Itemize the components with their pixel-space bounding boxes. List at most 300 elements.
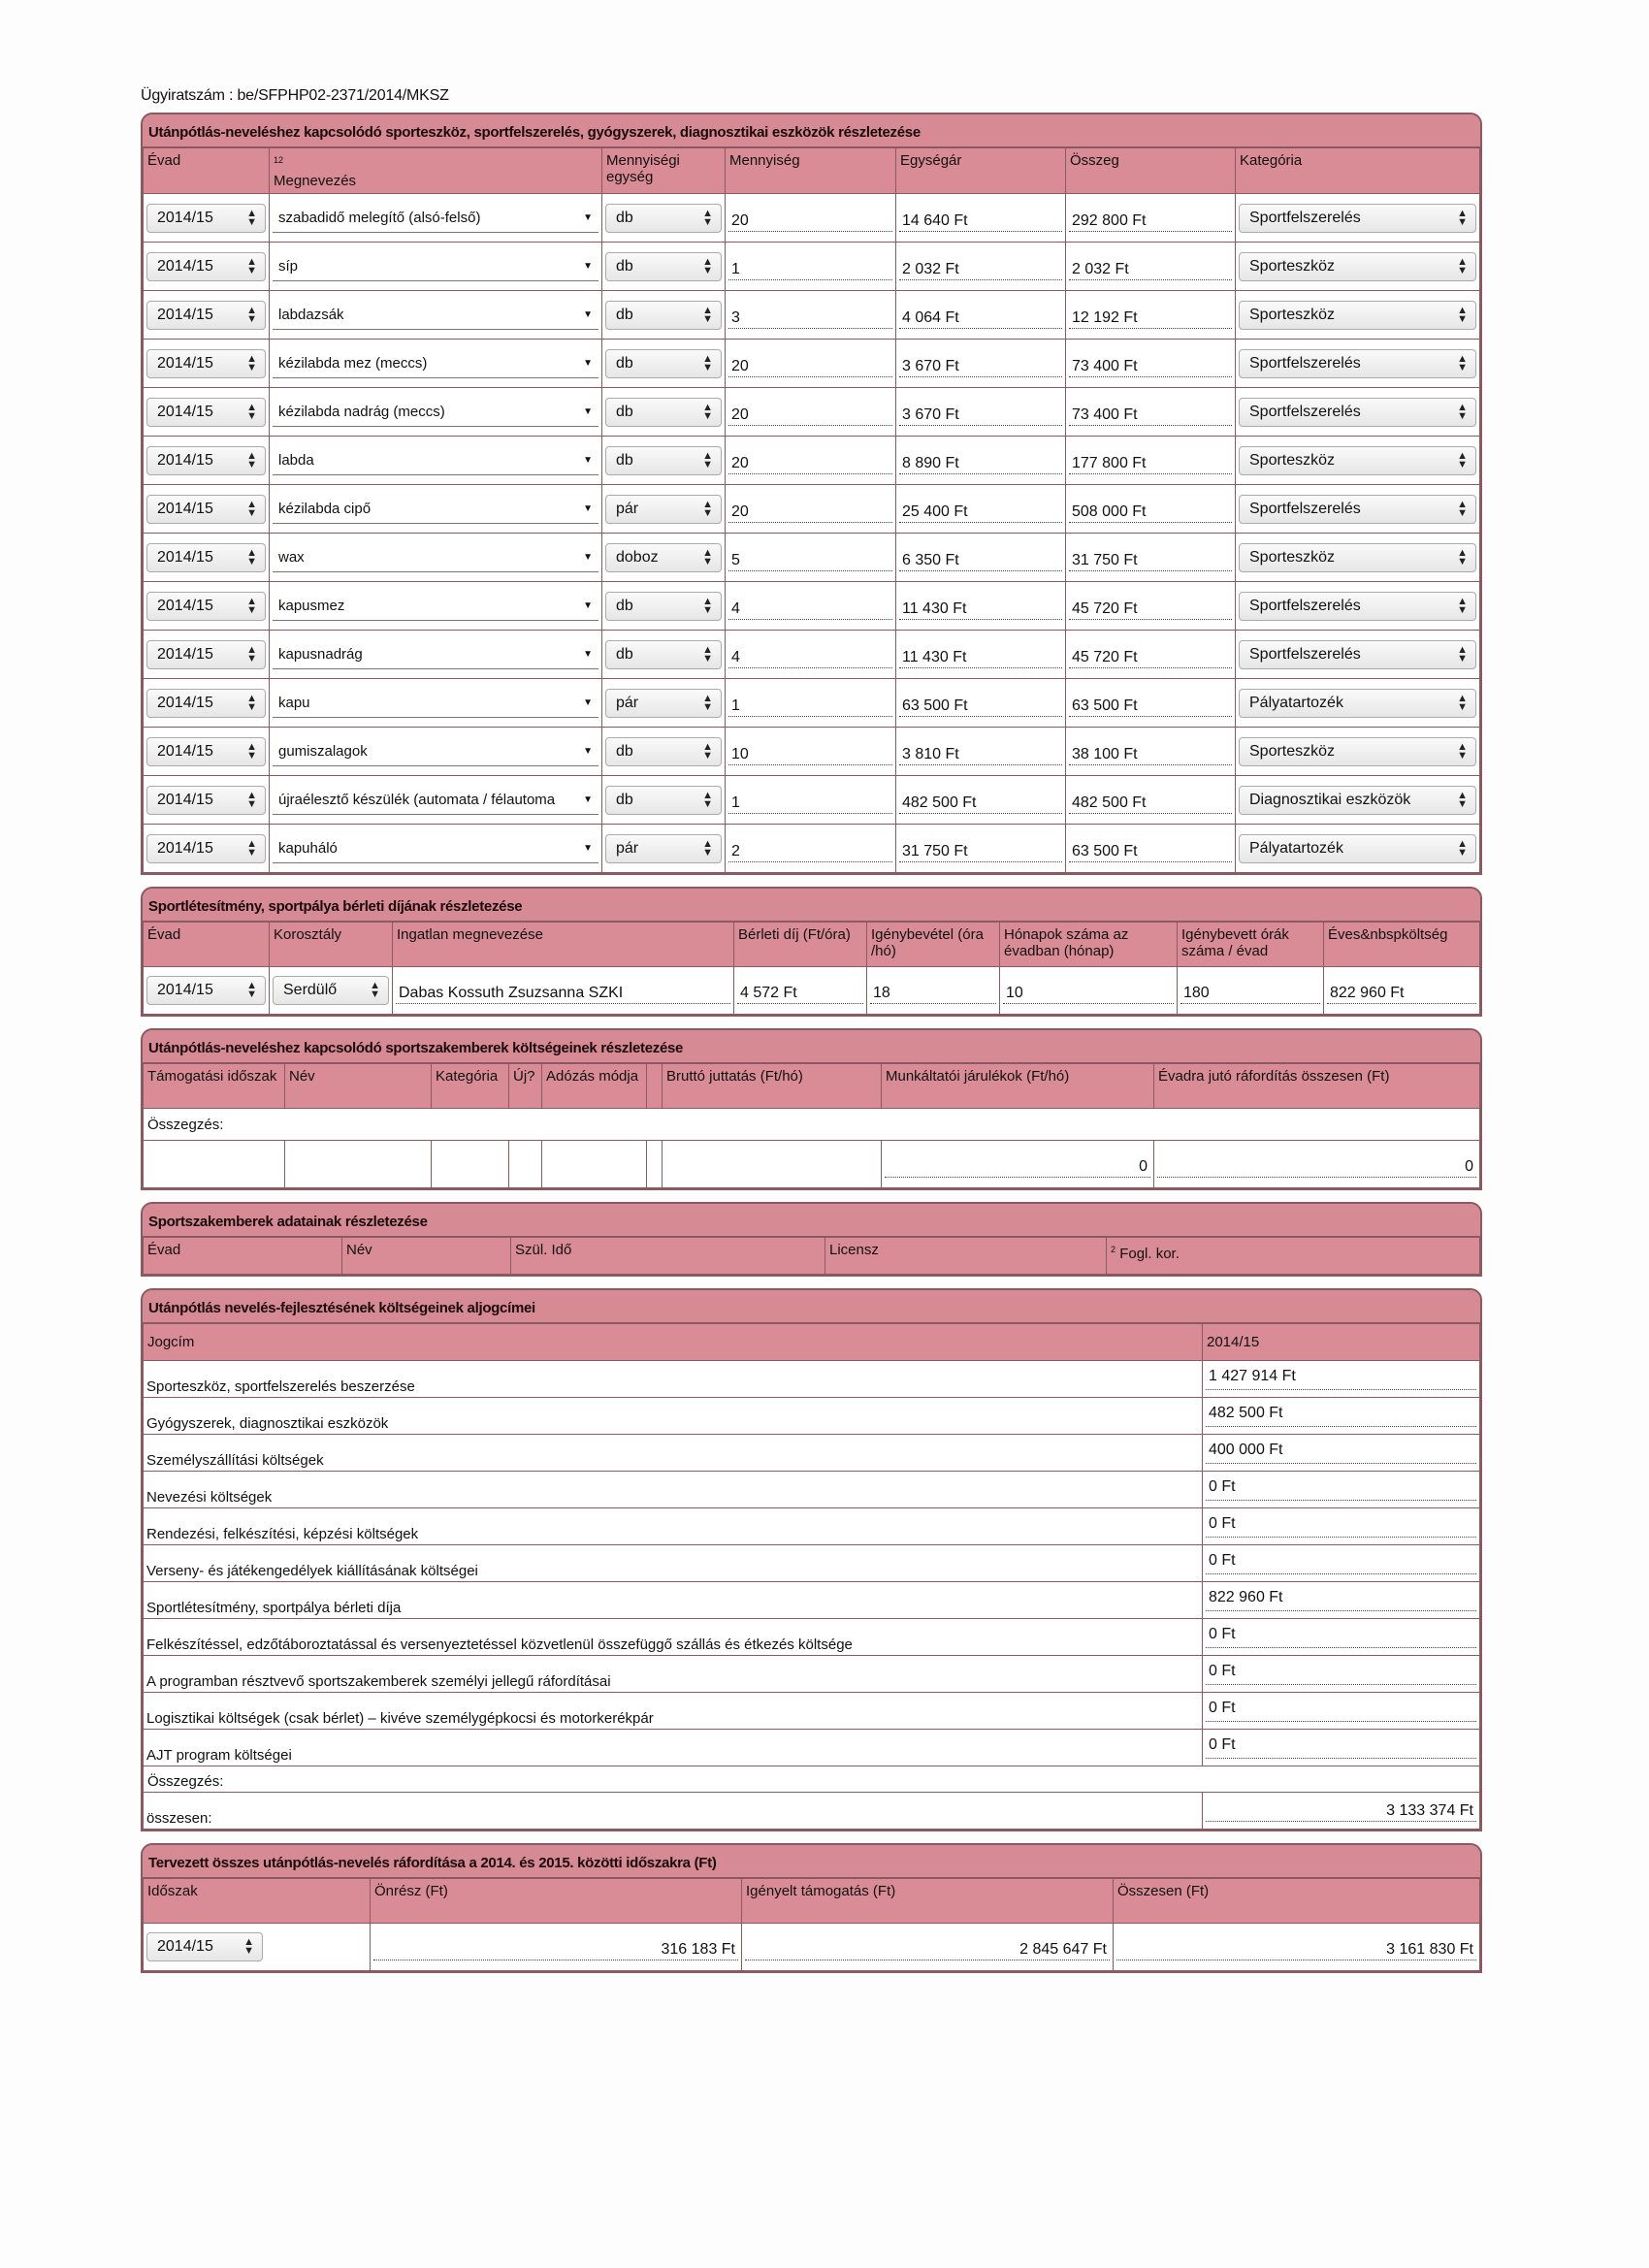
unit-value: db [616, 354, 633, 372]
evad-select[interactable] [146, 543, 266, 572]
subcategory-label: Rendezési, felkészítési, képzési költségek [144, 1508, 1203, 1545]
category-select[interactable] [1239, 737, 1476, 766]
item-name-value: gumiszalagok [278, 742, 368, 760]
col-unit: Mennyiségi egység [602, 148, 726, 194]
col-total: Összeg [1066, 148, 1236, 194]
staff-data-section-title: Sportszakemberek adatainak részletezése [143, 1204, 1480, 1237]
spinner-icon: ▲ ▼ [1457, 546, 1468, 567]
category-value: Sportfelszerelés [1249, 403, 1361, 420]
price-input[interactable]: 2 032 Ft [899, 253, 1062, 280]
rental-col-dij: Bérleti díj (Ft/óra) [734, 923, 867, 967]
rental-koltseg-input[interactable]: 822 960 Ft [1327, 977, 1476, 1004]
equipment-row [144, 243, 1480, 291]
qty-input[interactable]: 20 [728, 447, 892, 474]
evad-select[interactable] [146, 689, 266, 718]
sub-total-value: 3 133 374 Ft [1206, 1795, 1476, 1822]
evad-value: 2014/15 [157, 839, 213, 857]
equipment-table [143, 147, 1480, 873]
staff-cost-section [141, 1028, 1482, 1190]
chevron-down-icon[interactable]: ▼ [583, 454, 593, 466]
subcategory-value: 0 Ft [1206, 1658, 1476, 1685]
spinner-icon: ▲ ▼ [1457, 304, 1468, 325]
staff-cost-section-title: Utánpótlás-neveléshez kapcsolódó sportszakemberek költségeinek részletezése [143, 1030, 1480, 1063]
unit-select[interactable] [605, 204, 722, 233]
evad-value: 2014/15 [157, 742, 213, 760]
evad-select[interactable] [146, 398, 266, 427]
spinner-icon: ▲ ▼ [702, 692, 713, 713]
category-value: Sportfelszerelés [1249, 500, 1361, 517]
spinner-icon: ▲ ▼ [1457, 255, 1468, 276]
category-select[interactable] [1239, 446, 1476, 475]
rental-korosztaly-select[interactable] [273, 976, 389, 1005]
evad-select[interactable] [146, 737, 266, 766]
item-name-combo[interactable] [273, 640, 598, 669]
item-name-value: kapuháló [278, 839, 338, 857]
category-select[interactable] [1239, 301, 1476, 330]
subcategory-row [144, 1619, 1480, 1656]
unit-value: db [616, 645, 633, 663]
document-number: Ügyiratszám : be/SFPHP02-2371/2014/MKSZ [141, 87, 449, 104]
staff-col-nev: Név [285, 1064, 432, 1109]
evad-value: 2014/15 [157, 257, 213, 275]
subcategory-label: AJT program költségei [144, 1730, 1203, 1766]
spinner-icon: ▲ ▼ [246, 352, 257, 373]
staffdata-col-nev: Név [342, 1238, 511, 1275]
spinner-icon: ▲ ▼ [702, 789, 713, 810]
qty-input[interactable]: 1 [728, 253, 892, 280]
unit-value: pár [616, 500, 639, 517]
price-input[interactable]: 11 430 Ft [899, 641, 1062, 668]
spinner-icon: ▲ ▼ [246, 304, 257, 325]
category-value: Sportfelszerelés [1249, 597, 1361, 614]
category-value: Sporteszköz [1249, 742, 1336, 760]
subcategory-row [144, 1582, 1480, 1619]
unit-value: db [616, 209, 633, 226]
item-name-value: kézilabda mez (meccs) [278, 354, 428, 372]
equipment-row [144, 825, 1480, 873]
subcategory-row [144, 1656, 1480, 1693]
category-select[interactable] [1239, 640, 1476, 669]
unit-value: doboz [616, 548, 659, 566]
spinner-icon: ▲ ▼ [1457, 643, 1468, 664]
staffdata-col-evad: Évad [144, 1238, 342, 1275]
qty-input[interactable]: 3 [728, 302, 892, 329]
spinner-icon: ▲ ▼ [246, 498, 257, 519]
subcategory-label: Verseny- és játékengedélyek kiállításának költségei [144, 1545, 1203, 1582]
price-input[interactable]: 3 670 Ft [899, 399, 1062, 426]
qty-input[interactable]: 20 [728, 350, 892, 377]
item-name-combo[interactable] [273, 349, 598, 378]
price-input[interactable]: 31 750 Ft [899, 835, 1062, 862]
subcategory-value: 822 960 Ft [1206, 1584, 1476, 1611]
chevron-down-icon[interactable]: ▼ [583, 260, 593, 272]
unit-value: db [616, 597, 633, 614]
item-name-combo[interactable] [273, 543, 598, 572]
unit-value: db [616, 306, 633, 323]
evad-select[interactable] [146, 640, 266, 669]
item-name-combo[interactable] [273, 737, 598, 766]
qty-input[interactable]: 20 [728, 205, 892, 232]
evad-select[interactable] [146, 786, 266, 815]
total-osszesen-value: 3 161 830 Ft [1116, 1933, 1476, 1960]
total-value: 2 032 Ft [1069, 253, 1232, 280]
subcategory-row [144, 1508, 1480, 1545]
unit-select[interactable] [605, 834, 722, 863]
subcategory-value: 0 Ft [1206, 1695, 1476, 1722]
price-input[interactable]: 6 350 Ft [899, 544, 1062, 571]
spinner-icon: ▲ ▼ [246, 595, 257, 616]
unit-value: db [616, 451, 633, 469]
item-name-value: labdazsák [278, 306, 344, 323]
item-name-combo[interactable] [273, 301, 598, 330]
chevron-down-icon[interactable]: ▼ [583, 794, 593, 805]
category-select[interactable] [1239, 252, 1476, 281]
equipment-row [144, 776, 1480, 825]
rental-korosztaly-value: Serdülő [283, 982, 338, 998]
staff-data-section [141, 1202, 1482, 1277]
spinner-icon: ▲ ▼ [702, 498, 713, 519]
category-select[interactable] [1239, 689, 1476, 718]
unit-value: pár [616, 694, 639, 711]
equipment-section [141, 113, 1482, 875]
subcategory-section [141, 1288, 1482, 1831]
col-megnevezes [270, 148, 602, 194]
spinner-icon: ▲ ▼ [1457, 595, 1468, 616]
spinner-icon: ▲ ▼ [702, 449, 713, 470]
spinner-icon: ▲ ▼ [702, 837, 713, 859]
chevron-down-icon[interactable]: ▼ [583, 745, 593, 757]
spinner-icon: ▲ ▼ [702, 207, 713, 228]
equipment-section-title: Utánpótlás-neveléshez kapcsolódó sporteszköz, sportfelszerelés, gyógyszerek, diagnosztikai eszközök részletezése [143, 114, 1480, 147]
spinner-icon: ▲ ▼ [243, 1936, 254, 1957]
unit-value: pár [616, 839, 639, 857]
total-idoszak-select[interactable] [146, 1932, 263, 1961]
price-input[interactable]: 3 810 Ft [899, 738, 1062, 765]
col-price: Egységár [896, 148, 1066, 194]
unit-select[interactable] [605, 592, 722, 621]
spinner-icon: ▲ ▼ [1457, 837, 1468, 859]
chevron-down-icon[interactable]: ▼ [583, 599, 593, 611]
subcategory-section-title: Utánpótlás nevelés-fejlesztésének költségeinek aljogcímei [143, 1290, 1480, 1323]
spinner-icon: ▲ ▼ [1457, 401, 1468, 422]
qty-input[interactable]: 10 [728, 738, 892, 765]
chevron-down-icon[interactable]: ▼ [583, 211, 593, 223]
total-cost-section-title: Tervezett összes utánpótlás-nevelés ráfordítása a 2014. és 2015. közötti időszakra (Ft) [143, 1845, 1480, 1878]
qty-input[interactable]: 20 [728, 496, 892, 523]
category-select[interactable] [1239, 495, 1476, 524]
subcategory-value: 0 Ft [1206, 1621, 1476, 1648]
item-name-combo[interactable] [273, 495, 598, 524]
col-megnevezes-label: Megnevezés [274, 173, 357, 189]
unit-select[interactable] [605, 786, 722, 815]
subcategory-label: A programban résztvevő sportszakemberek személyi jellegű ráfordításai [144, 1656, 1203, 1693]
rental-orak-input[interactable]: 180 [1180, 977, 1320, 1004]
rental-col-evad: Évad [144, 923, 270, 967]
total-value: 73 400 Ft [1069, 350, 1232, 377]
item-name-combo[interactable] [273, 398, 598, 427]
evad-select[interactable] [146, 204, 266, 233]
total-tamogatas-value: 2 845 647 Ft [745, 1933, 1110, 1960]
total-onresz-value: 316 183 Ft [373, 1933, 738, 1960]
rental-col-ingatlan: Ingatlan megnevezése [393, 923, 734, 967]
total-value: 12 192 Ft [1069, 302, 1232, 329]
spinner-icon: ▲ ▼ [702, 304, 713, 325]
total-value: 63 500 Ft [1069, 690, 1232, 717]
rental-section [141, 887, 1482, 1017]
spinner-icon: ▲ ▼ [246, 837, 257, 859]
subcategory-label: Gyógyszerek, diagnosztikai eszközök [144, 1398, 1203, 1435]
sub-summary-label: Összegzés: [144, 1766, 1480, 1793]
evad-select[interactable] [146, 495, 266, 524]
equipment-row [144, 728, 1480, 776]
price-input[interactable]: 14 640 Ft [899, 205, 1062, 232]
price-input[interactable]: 63 500 Ft [899, 690, 1062, 717]
category-select[interactable] [1239, 834, 1476, 863]
total-col-onresz: Önrész (Ft) [371, 1879, 742, 1924]
total-value: 31 750 Ft [1069, 544, 1232, 571]
spinner-icon: ▲ ▼ [702, 546, 713, 567]
unit-select[interactable] [605, 495, 722, 524]
spinner-icon: ▲ ▼ [370, 980, 380, 1000]
spinner-icon: ▲ ▼ [1457, 449, 1468, 470]
spinner-icon: ▲ ▼ [246, 692, 257, 713]
equipment-row [144, 291, 1480, 340]
category-value: Sporteszköz [1249, 548, 1336, 566]
qty-input[interactable]: 4 [728, 641, 892, 668]
evad-select[interactable] [146, 446, 266, 475]
chevron-down-icon[interactable]: ▼ [583, 697, 593, 708]
item-name-combo[interactable] [273, 786, 598, 815]
unit-select[interactable] [605, 689, 722, 718]
staff-data-table [143, 1237, 1480, 1275]
sub-col-evad: 2014/15 [1203, 1324, 1480, 1361]
unit-value: db [616, 403, 633, 420]
category-value: Sporteszköz [1249, 451, 1336, 469]
spinner-icon: ▲ ▼ [246, 449, 257, 470]
total-value: 292 800 Ft [1069, 205, 1232, 232]
unit-select[interactable] [605, 737, 722, 766]
evad-value: 2014/15 [157, 354, 213, 372]
item-name-combo[interactable] [273, 252, 598, 281]
category-value: Pályatartozék [1249, 694, 1343, 711]
qty-input[interactable]: 1 [728, 787, 892, 814]
spinner-icon: ▲ ▼ [246, 643, 257, 664]
chevron-down-icon[interactable]: ▼ [583, 357, 593, 369]
evad-value: 2014/15 [157, 597, 213, 614]
price-input[interactable]: 3 670 Ft [899, 350, 1062, 377]
rental-evad-select[interactable] [146, 976, 266, 1005]
price-input[interactable]: 482 500 Ft [899, 787, 1062, 814]
unit-select[interactable] [605, 398, 722, 427]
rental-table [143, 922, 1480, 1015]
unit-select[interactable] [605, 640, 722, 669]
total-value: 63 500 Ft [1069, 835, 1232, 862]
evad-select[interactable] [146, 834, 266, 863]
rental-dij-input[interactable]: 4 572 Ft [737, 977, 863, 1004]
staff-col-jarulek: Munkáltatói járulékok (Ft/hó) [882, 1064, 1154, 1109]
price-input[interactable]: 8 890 Ft [899, 447, 1062, 474]
spinner-icon: ▲ ▼ [702, 740, 713, 761]
item-name-value: kapu [278, 694, 310, 711]
item-name-value: újraélesztő készülék (automata / félautoma [278, 791, 556, 808]
spinner-icon: ▲ ▼ [702, 643, 713, 664]
total-value: 482 500 Ft [1069, 787, 1232, 814]
unit-value: db [616, 742, 633, 760]
category-select[interactable] [1239, 543, 1476, 572]
category-select[interactable] [1239, 349, 1476, 378]
item-name-value: kézilabda nadrág (meccs) [278, 403, 445, 420]
spinner-icon: ▲ ▼ [702, 595, 713, 616]
evad-value: 2014/15 [157, 791, 213, 808]
unit-value: db [616, 257, 633, 275]
subcategory-value: 0 Ft [1206, 1474, 1476, 1501]
unit-select[interactable] [605, 446, 722, 475]
staffdata-col-fogl-label: Fogl. kor. [1119, 1246, 1180, 1262]
total-idoszak-value: 2014/15 [157, 1938, 213, 1955]
subcategory-row [144, 1361, 1480, 1398]
spinner-icon: ▲ ▼ [1457, 207, 1468, 228]
subcategory-table [143, 1323, 1480, 1830]
evad-select[interactable] [146, 592, 266, 621]
rental-igeny-input[interactable]: 18 [870, 977, 996, 1004]
chevron-down-icon[interactable]: ▼ [583, 405, 593, 417]
item-name-value: síp [278, 257, 299, 275]
total-value: 508 000 Ft [1069, 496, 1232, 523]
evad-value: 2014/15 [157, 548, 213, 566]
subcategory-value: 0 Ft [1206, 1510, 1476, 1538]
chevron-down-icon[interactable]: ▼ [583, 502, 593, 514]
evad-value: 2014/15 [157, 451, 213, 469]
rental-col-igeny: Igénybevétel (óra /hó) [867, 923, 1000, 967]
qty-input[interactable]: 2 [728, 835, 892, 862]
evad-value: 2014/15 [157, 403, 213, 420]
total-cost-section [141, 1843, 1482, 1973]
staff-sum-jarulek: 0 [885, 1150, 1150, 1178]
rental-col-koltseg: Éves&nbspköltség [1324, 923, 1480, 967]
unit-select[interactable] [605, 301, 722, 330]
staff-col-adozas: Adózás módja [542, 1064, 647, 1109]
subcategory-label: Sporteszköz, sportfelszerelés beszerzése [144, 1361, 1203, 1398]
spinner-icon: ▲ ▼ [1457, 740, 1468, 761]
total-value: 45 720 Ft [1069, 593, 1232, 620]
spinner-icon: ▲ ▼ [246, 546, 257, 567]
unit-select[interactable] [605, 349, 722, 378]
total-value: 73 400 Ft [1069, 399, 1232, 426]
staff-sum-evadra: 0 [1157, 1150, 1476, 1178]
evad-value: 2014/15 [157, 645, 213, 663]
subcategory-row [144, 1545, 1480, 1582]
item-name-combo[interactable] [273, 834, 598, 863]
total-value: 177 800 Ft [1069, 447, 1232, 474]
staffdata-col-fogl [1107, 1238, 1480, 1275]
item-name-value: szabadidő melegítő (alsó-felső) [278, 209, 481, 226]
staffdata-col-szul: Szül. Idő [511, 1238, 825, 1275]
subcategory-value: 400 000 Ft [1206, 1437, 1476, 1464]
evad-select[interactable] [146, 252, 266, 281]
item-name-combo[interactable] [273, 689, 598, 718]
chevron-down-icon[interactable]: ▼ [583, 648, 593, 660]
chevron-down-icon[interactable]: ▼ [583, 551, 593, 563]
total-col-tamogatas: Igényelt támogatás (Ft) [742, 1879, 1114, 1924]
evad-select[interactable] [146, 301, 266, 330]
subcategory-label: Sportlétesítmény, sportpálya bérleti díja [144, 1582, 1203, 1619]
qty-input[interactable]: 5 [728, 544, 892, 571]
evad-select[interactable] [146, 349, 266, 378]
price-input[interactable]: 11 430 Ft [899, 593, 1062, 620]
price-input[interactable]: 25 400 Ft [899, 496, 1062, 523]
category-select[interactable] [1239, 204, 1476, 233]
staffdata-col-licensz: Licensz [825, 1238, 1107, 1275]
subcategory-value: 0 Ft [1206, 1547, 1476, 1574]
category-value: Sportfelszerelés [1249, 354, 1361, 372]
spinner-icon: ▲ ▼ [246, 740, 257, 761]
spinner-icon: ▲ ▼ [246, 207, 257, 228]
equipment-row [144, 631, 1480, 679]
spinner-icon: ▲ ▼ [702, 401, 713, 422]
category-value: Sporteszköz [1249, 306, 1336, 323]
item-name-combo[interactable] [273, 592, 598, 621]
subcategory-label: Nevezési költségek [144, 1472, 1203, 1508]
spinner-icon: ▲ ▼ [246, 255, 257, 276]
item-name-value: kézilabda cipő [278, 500, 372, 517]
spinner-icon: ▲ ▼ [1457, 789, 1468, 810]
chevron-down-icon[interactable]: ▼ [583, 842, 593, 854]
sub-col-jogcim: Jogcím [144, 1324, 1203, 1361]
col-qty: Mennyiség [726, 148, 896, 194]
staff-col-kategoria: Kategória [432, 1064, 509, 1109]
subcategory-row [144, 1398, 1480, 1435]
chevron-down-icon[interactable]: ▼ [583, 308, 593, 320]
spinner-icon: ▲ ▼ [1457, 352, 1468, 373]
staff-col-blank [647, 1064, 663, 1109]
rental-col-korosztaly: Korosztály [270, 923, 393, 967]
category-select[interactable] [1239, 592, 1476, 621]
subcategory-label: Felkészítéssel, edzőtáboroztatással és versenyeztetéssel közvetlenül összefüggő szállás és étkezés költsége [144, 1619, 1203, 1656]
price-input[interactable]: 4 064 Ft [899, 302, 1062, 329]
spinner-icon: ▲ ▼ [702, 255, 713, 276]
item-name-combo[interactable] [273, 446, 598, 475]
equipment-row [144, 437, 1480, 485]
category-value: Sportfelszerelés [1249, 209, 1361, 226]
rental-honap-input[interactable]: 10 [1003, 977, 1174, 1004]
staff-cost-table [143, 1063, 1480, 1188]
category-value: Pályatartozék [1249, 839, 1343, 857]
staff-col-evadra: Évadra jutó ráfordítás összesen (Ft) [1154, 1064, 1480, 1109]
subcategory-row [144, 1472, 1480, 1508]
evad-value: 2014/15 [157, 306, 213, 323]
qty-input[interactable]: 1 [728, 690, 892, 717]
evad-value: 2014/15 [157, 209, 213, 226]
item-name-combo[interactable] [273, 204, 598, 233]
qty-input[interactable]: 4 [728, 593, 892, 620]
unit-select[interactable] [605, 252, 722, 281]
equipment-row [144, 582, 1480, 631]
subcategory-value: 0 Ft [1206, 1732, 1476, 1759]
qty-input[interactable]: 20 [728, 399, 892, 426]
unit-value: db [616, 791, 633, 808]
rental-ingatlan-input[interactable]: Dabas Kossuth Zsuzsanna SZKI [396, 977, 730, 1004]
col-category: Kategória [1236, 148, 1480, 194]
subcategory-value: 482 500 Ft [1206, 1400, 1476, 1427]
category-select[interactable] [1239, 786, 1476, 815]
rental-section-title: Sportlétesítmény, sportpálya bérleti díjának részletezése [143, 889, 1480, 922]
category-select[interactable] [1239, 398, 1476, 427]
equipment-row [144, 340, 1480, 388]
category-value: Sportfelszerelés [1249, 645, 1361, 663]
equipment-row [144, 534, 1480, 582]
rental-col-orak: Igénybevett órák száma / évad [1178, 923, 1324, 967]
unit-select[interactable] [605, 543, 722, 572]
